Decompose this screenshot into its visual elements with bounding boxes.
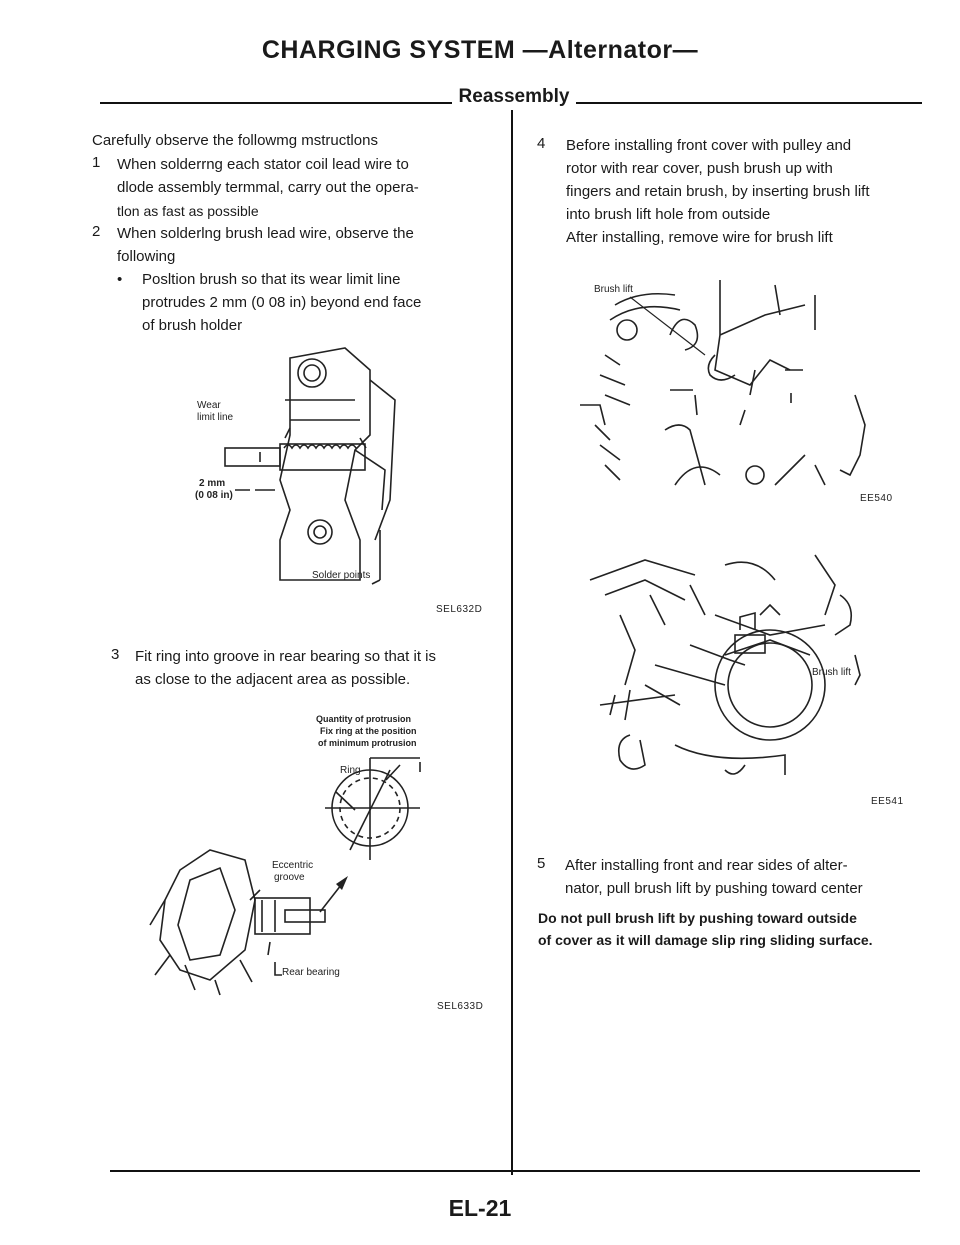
step-number: 3 <box>111 646 120 663</box>
divider <box>576 102 922 104</box>
step-text: nator, pull brush lift by pushing toward center <box>565 880 863 897</box>
step-text: When solderlng brush lead wire, observe the <box>117 225 414 242</box>
step-text: After installing front and rear sides of alter- <box>565 857 848 874</box>
step-text: Before installing front cover with pulley and <box>566 137 852 154</box>
step-number: 5 <box>537 855 546 872</box>
bullet-text: of brush holder <box>142 317 243 334</box>
step-number: 1 <box>92 154 101 171</box>
fig-label: (0 08 in) <box>195 490 233 501</box>
bullet-icon: • <box>117 271 123 288</box>
fig-label: Rear bearing <box>282 967 340 978</box>
step-text: When solderrng each stator coil lead wire to <box>117 156 409 173</box>
step-text: following <box>117 248 176 265</box>
fig-label: Brush lift <box>812 667 851 678</box>
fig-label: Brush lift <box>594 284 633 295</box>
section-header <box>100 86 922 110</box>
step-text: Fit ring into groove in rear bearing so that it is <box>135 648 436 665</box>
figure-id: EE540 <box>860 493 893 504</box>
fig-label: Ring <box>340 765 361 776</box>
step-text: dlode assembly termmal, carry out the opera- <box>117 179 419 196</box>
figure-id: EE541 <box>871 796 904 807</box>
warning-text: of cover as it will damage slip ring sliding surface. <box>538 932 873 948</box>
column-divider <box>511 110 513 1175</box>
brush-lift-insertion-figure <box>575 275 875 500</box>
step-text: into brush lift hole from outside <box>566 206 771 223</box>
fig-caption: Quantity of protrusion <box>316 714 411 724</box>
intro-text: Carefully observe the followmg mstructlons <box>92 132 378 149</box>
step-number: 2 <box>92 223 101 240</box>
step-text: fingers and retain brush, by inserting brush lift <box>566 183 870 200</box>
page-number: EL-21 <box>448 1195 512 1221</box>
fig-label: Eccentric <box>272 860 314 871</box>
fig-label: 2 mm <box>199 478 226 489</box>
figure-id: SEL633D <box>437 1001 484 1012</box>
figure-id: SEL632D <box>436 604 483 615</box>
step-number: 4 <box>537 135 546 152</box>
fig-label: groove <box>274 872 305 883</box>
step-text: After installing, remove wire for brush lift <box>566 229 833 246</box>
divider <box>100 102 452 104</box>
fig-label: Wear <box>197 400 221 411</box>
step-text: rotor with rear cover, push brush up with <box>566 160 833 177</box>
fig-caption: of minimum protrusion <box>318 738 417 748</box>
fig-label: limit line <box>197 412 234 423</box>
fig-caption: Fix ring at the position <box>320 726 417 736</box>
warning-text: Do not pull brush lift by pushing toward outside <box>538 910 857 926</box>
step-text: tlon as fast as possible <box>117 203 259 219</box>
fig-label: Solder points <box>312 570 371 581</box>
bullet-text: Posltion brush so that its wear limit line <box>142 271 401 288</box>
page-title: CHARGING SYSTEM —Alternator— <box>261 36 699 64</box>
bullet-text: protrudes 2 mm (0 08 in) beyond end face <box>142 294 422 311</box>
section-title: Reassembly <box>458 86 570 107</box>
brush-holder-figure <box>220 340 420 590</box>
divider <box>110 1170 920 1172</box>
step-text: as close to the adjacent area as possible. <box>135 671 411 688</box>
